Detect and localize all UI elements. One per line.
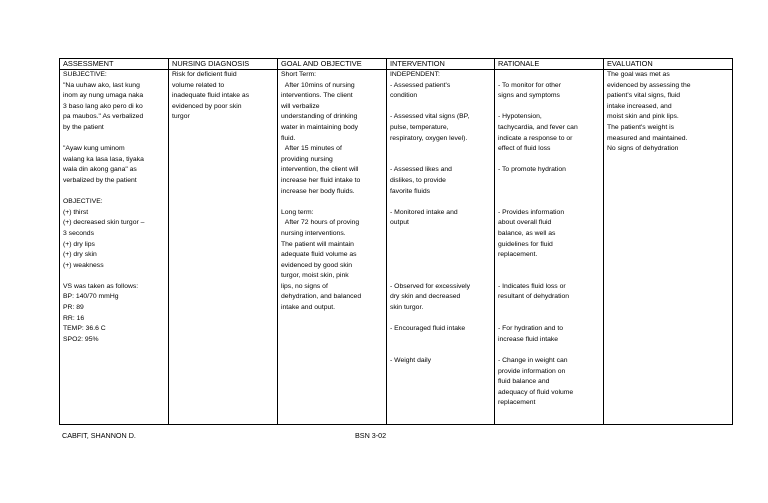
intervention-line: [390, 261, 491, 272]
evaluation-line: No signs of dehydration: [607, 145, 679, 153]
assessment-line: RR: 16: [63, 314, 85, 322]
intervention-line: favorite fluids: [390, 187, 431, 195]
rationale-line: replacement.: [498, 251, 538, 259]
evaluation-cell: [604, 70, 733, 425]
assessment-line: (+) dry lips: [63, 240, 95, 248]
assessment-line: by the patient: [63, 123, 104, 131]
intervention-line: [390, 271, 491, 282]
intervention-line: [390, 314, 491, 325]
intervention-line: respiratory, oxygen level).: [390, 134, 468, 142]
intervention-line: condition: [390, 92, 418, 100]
rationale-line: - Indicates fluid loss or: [498, 282, 566, 290]
assessment-line: walang ka lasa lasa, tiyaka: [63, 155, 144, 163]
goal-line: understanding of drinking: [281, 113, 358, 121]
intervention-line: [390, 335, 491, 346]
rationale-line: indicate a response to or: [498, 134, 573, 142]
assessment-line: verbalized by the patient: [63, 176, 137, 184]
rationale-line: [498, 345, 600, 356]
assessment-line: 3 seconds: [63, 229, 94, 237]
rationale-line: [498, 303, 600, 314]
rationale-line: - To monitor for other: [498, 81, 561, 89]
rationale-line: fluid balance and: [498, 378, 550, 386]
intervention-line: [390, 155, 491, 166]
goal-line: intervention, the client will: [281, 166, 359, 174]
intervention-line: - Encouraged fluid intake: [390, 325, 466, 333]
assessment-line: (+) weakness: [63, 261, 104, 269]
evaluation-line: The goal was met as: [607, 71, 670, 78]
goal-line: After 10mins of nursing: [281, 81, 355, 89]
nursing-care-plan-table: [59, 58, 733, 425]
assessment-line: (+) thirst: [63, 208, 89, 216]
rationale-line: [498, 314, 600, 325]
evaluation-line: patient's vital signs, fluid: [607, 92, 681, 100]
intervention-line: dry skin and decreased: [390, 293, 461, 301]
rationale-line: - Provides information: [498, 208, 565, 216]
rationale-line: - To promote hydration: [498, 166, 566, 174]
rationale-line: [498, 271, 600, 282]
goal-line: turgor, moist skin, pink: [281, 272, 349, 280]
assessment-line: SPO2: 95%: [63, 335, 99, 343]
assessment-cell: [60, 70, 169, 425]
student-name: CABFIT, SHANNON D.: [62, 431, 136, 440]
intervention-cell: [387, 70, 495, 425]
intervention-line: - Observed for excessively: [390, 282, 471, 290]
goal-line: adequate fluid volume as: [281, 251, 357, 259]
header-intervention: INTERVENTION: [387, 59, 495, 70]
header-evaluation: EVALUATION: [604, 59, 733, 70]
intervention-line: [390, 250, 491, 261]
rationale-line: - Change in weight can: [498, 357, 568, 365]
assessment-line: PR: 89: [63, 304, 84, 312]
goal-and-objective-cell: [278, 70, 387, 425]
rationale-line: [498, 70, 600, 81]
goal-line: dehydration, and balanced: [281, 293, 362, 301]
rationale-cell: [495, 70, 604, 425]
intervention-line: - Weight daily: [390, 357, 432, 365]
assessment-line: pa maubos." As verbalized: [63, 113, 144, 121]
evaluation-line: The patient's weight is: [607, 123, 675, 131]
diagnosis-line: Risk for deficient fluid: [172, 71, 237, 78]
rationale-line: replacement: [498, 399, 536, 407]
rationale-line: - Hypotension,: [498, 113, 542, 121]
evaluation-line: moist skin and pink lips.: [607, 113, 679, 121]
rationale-line: [498, 261, 600, 272]
evaluation-line: measured and maintained.: [607, 134, 688, 142]
goal-line: intake and output.: [281, 304, 336, 312]
intervention-line: pulse, temperature,: [390, 123, 449, 131]
intervention-line: - Assessed likes and: [390, 166, 452, 174]
rationale-line: [498, 155, 600, 166]
rationale-line: - For hydration and to: [498, 325, 563, 333]
diagnosis-line: turgor: [172, 113, 190, 121]
assessment-line: OBJECTIVE:: [63, 198, 103, 206]
rationale-line: balance, as well as: [498, 229, 556, 237]
diagnosis-line: evidenced by poor skin: [172, 102, 242, 110]
diagnosis-line: inadequate fluid intake as: [172, 92, 250, 100]
assessment-line: VS was taken as follows:: [63, 282, 139, 290]
goal-line: Short Term:: [281, 71, 317, 78]
goal-line: [281, 197, 383, 208]
assessment-line: [63, 134, 165, 145]
header-row: [60, 59, 733, 70]
goal-line: fluid.: [281, 134, 296, 142]
goal-line: providing nursing: [281, 155, 333, 163]
rationale-line: guidelines for fluid: [498, 240, 553, 248]
intervention-line: [390, 240, 491, 251]
assessment-line: inom ay nung umaga naka: [63, 92, 144, 100]
intervention-line: [390, 197, 491, 208]
intervention-line: - Monitored intake and: [390, 208, 458, 216]
rationale-line: provide information on: [498, 367, 566, 375]
assessment-line: TEMP: 36.6 C: [63, 325, 106, 333]
assessment-line: 3 baso lang ako pero di ko: [63, 102, 143, 110]
intervention-line: [390, 102, 491, 113]
intervention-line: [390, 144, 491, 155]
goal-line: will verbalize: [281, 102, 320, 110]
evaluation-line: evidenced by assessing the: [607, 81, 691, 89]
goal-line: nursing interventions.: [281, 229, 346, 237]
assessment-line: "Ayaw kung uminom: [63, 145, 125, 153]
assessment-line: "Na uuhaw ako, last kung: [63, 81, 140, 89]
assessment-line: (+) dry skin: [63, 251, 97, 259]
rationale-line: about overall fluid: [498, 219, 552, 227]
goal-line: Long term:: [281, 208, 314, 216]
care-plan-row: [60, 70, 733, 425]
rationale-line: [498, 102, 600, 113]
rationale-line: resultant of dehydration: [498, 293, 570, 301]
rationale-line: signs and symptoms: [498, 92, 560, 100]
rationale-line: [498, 187, 600, 198]
goal-line: interventions. The client: [281, 92, 353, 100]
intervention-line: output: [390, 219, 409, 227]
assessment-line: [63, 271, 165, 282]
goal-line: increase her body fluids.: [281, 187, 355, 195]
assessment-line: SUBJECTIVE:: [63, 71, 107, 78]
assessment-line: (+) decreased skin turgor –: [63, 219, 145, 227]
class-section: BSN 3-02: [355, 431, 387, 440]
nursing-diagnosis-cell: [169, 70, 278, 425]
diagnosis-line: volume related to: [172, 81, 225, 89]
rationale-line: [498, 176, 600, 187]
intervention-line: dislikes, to provide: [390, 176, 446, 184]
goal-line: increase her fluid intake to: [281, 176, 361, 184]
assessment-line: BP: 140/70 mmHg: [63, 293, 119, 301]
rationale-line: tachycardia, and fever can: [498, 123, 578, 131]
goal-line: After 72 hours of proving: [281, 219, 360, 227]
intervention-line: [390, 345, 491, 356]
assessment-line: wala din akong gana" as: [63, 166, 137, 174]
intervention-line: INDEPENDENT:: [390, 71, 440, 78]
goal-line: water in maintaining body: [281, 123, 359, 131]
intervention-line: [390, 229, 491, 240]
intervention-line: - Assessed vital signs (BP,: [390, 113, 470, 121]
header-rationale: RATIONALE: [495, 59, 604, 70]
rationale-line: [498, 197, 600, 208]
goal-line: lips, no signs of: [281, 282, 328, 290]
intervention-line: - Assessed patient's: [390, 81, 451, 89]
intervention-line: skin turgor.: [390, 304, 424, 312]
goal-line: The patient will maintain: [281, 240, 354, 248]
assessment-line: [63, 187, 165, 198]
header-goal-and-objective: GOAL AND OBJECTIVE: [278, 59, 387, 70]
rationale-line: increase fluid intake: [498, 335, 559, 343]
goal-line: evidenced by good skin: [281, 261, 353, 269]
header-assessment: ASSESSMENT: [60, 59, 169, 70]
header-nursing-diagnosis: NURSING DIAGNOSIS: [169, 59, 278, 70]
goal-line: After 15 minutes of: [281, 145, 342, 153]
rationale-line: adequacy of fluid volume: [498, 388, 574, 396]
evaluation-line: intake increased, and: [607, 102, 672, 110]
rationale-line: effect of fluid loss: [498, 145, 551, 153]
